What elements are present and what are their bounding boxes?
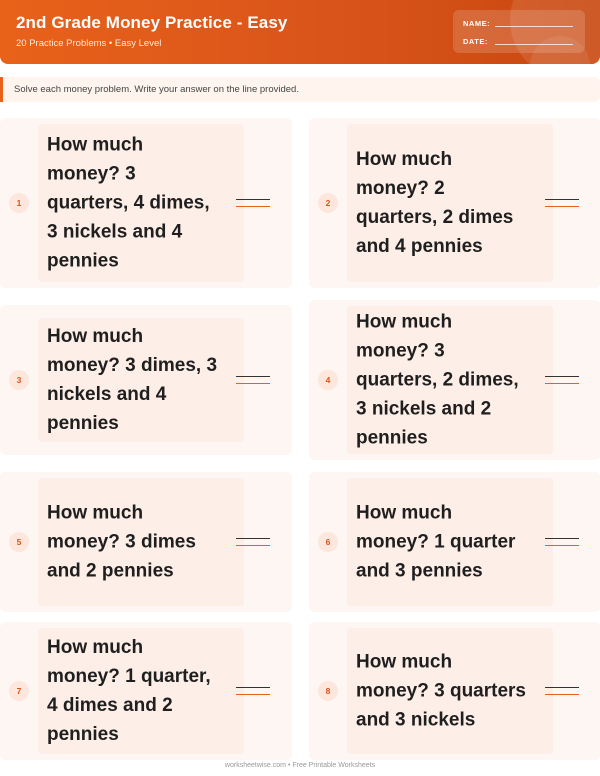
problem-card [309, 300, 600, 460]
problem-number: 4 [318, 370, 338, 390]
answer-line[interactable] [545, 376, 579, 384]
problem-number: 8 [318, 681, 338, 701]
date-label: DATE: [463, 37, 488, 46]
problem-text: How much money? 3 dimes and 2 pennies [47, 502, 196, 582]
problem-number: 7 [9, 681, 29, 701]
worksheet-header [0, 0, 600, 64]
instructions-banner [0, 77, 600, 102]
date-line [495, 44, 573, 45]
answer-line[interactable] [236, 687, 270, 695]
answer-line[interactable] [545, 538, 579, 546]
problem-card [0, 118, 292, 288]
name-line [495, 26, 573, 27]
date-field[interactable] [463, 37, 488, 46]
answer-line[interactable] [236, 538, 270, 546]
problem-text: How much money? 2 quarters, 2 dimes and 4 pennies [356, 149, 514, 257]
problem-number: 1 [9, 193, 29, 213]
problem-number: 5 [9, 532, 29, 552]
problem-text: How much money? 3 dimes, 3 nickels and 4 pennies [47, 326, 218, 434]
instructions-text: Solve each money problem. Write your answer on the line provided. [14, 84, 299, 95]
problem-card [0, 472, 292, 612]
answer-line[interactable] [545, 687, 579, 695]
page-subtitle: 20 Practice Problems • Easy Level [16, 38, 162, 49]
answer-line[interactable] [545, 199, 579, 207]
problem-card [309, 472, 600, 612]
problem-card [309, 118, 600, 288]
problem-card [309, 622, 600, 760]
answer-line[interactable] [236, 376, 270, 384]
problem-text: How much money? 1 quarter, 4 dimes and 2 pennies [47, 637, 211, 745]
problem-text: How much money? 3 quarters, 2 dimes, 3 nickels and 2 pennies [356, 311, 519, 449]
problem-text: How much money? 3 quarters, 4 dimes, 3 nickels and 4 pennies [47, 134, 210, 272]
problem-text: How much money? 3 quarters and 3 nickels [356, 651, 526, 731]
page-title: 2nd Grade Money Practice - Easy [16, 13, 288, 32]
name-label: NAME: [463, 19, 491, 28]
answer-line[interactable] [236, 199, 270, 207]
problem-number: 2 [318, 193, 338, 213]
problem-card [0, 305, 292, 455]
problem-number: 3 [9, 370, 29, 390]
name-date-box [453, 10, 585, 53]
problem-number: 6 [318, 532, 338, 552]
page-footer: worksheetwise.com • Free Printable Worksheets [224, 762, 376, 769]
problem-card [0, 622, 292, 760]
name-field[interactable] [463, 19, 490, 28]
problem-text: How much money? 1 quarter and 3 pennies [356, 502, 516, 582]
